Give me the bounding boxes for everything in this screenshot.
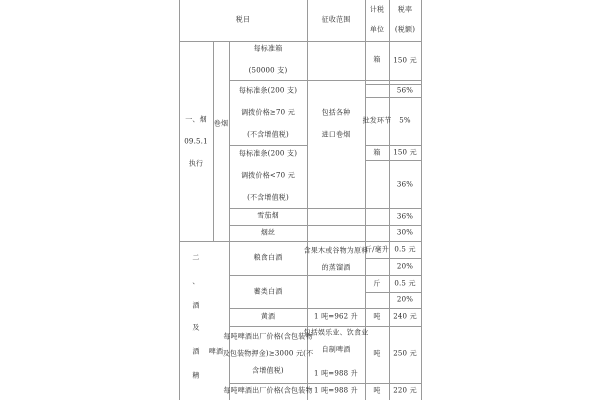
- table-cell: 薯类白酒: [253, 287, 283, 296]
- group-tobacco: 执行: [188, 159, 204, 168]
- table-cell: 粮食白酒: [253, 253, 283, 262]
- table-cell: 20%: [396, 262, 414, 271]
- table-cell: 烟丝: [260, 228, 276, 237]
- table-cell: 1 吨=988 升: [314, 386, 358, 395]
- header-item: 税目: [235, 15, 251, 24]
- row-divider: [365, 84, 422, 85]
- table-cell: 雪茄烟: [257, 211, 279, 220]
- row-divider: [365, 258, 422, 259]
- table-cell: 150 元: [393, 56, 417, 65]
- table-cell: (不含增值税): [247, 130, 289, 139]
- table-cell: (不含增值税): [247, 193, 289, 202]
- row-divider: [365, 292, 422, 293]
- group-liquor: 精: [192, 371, 200, 380]
- group-liquor: 酒: [192, 301, 200, 310]
- table-cell: 吨: [373, 312, 381, 321]
- table-cell: 0.5 元: [394, 245, 416, 254]
- group-liquor: 酒: [192, 347, 200, 356]
- table-cell: 0.5 元: [394, 279, 416, 288]
- table-cell: 1 吨=962 升: [314, 312, 358, 321]
- table-cell: 进口卷烟: [321, 130, 351, 139]
- subgroup-beer: 啤酒: [208, 347, 224, 356]
- group-tobacco: 09.5.1: [184, 137, 208, 146]
- table-cell: 150 元: [393, 148, 417, 157]
- table-cell: 包括娱乐业、饮食业: [303, 328, 369, 337]
- group-liquor: 及: [192, 323, 200, 332]
- row-divider: [229, 308, 422, 309]
- table-cell: (50000 支): [248, 66, 288, 75]
- row-divider: [229, 225, 422, 226]
- row-divider: [229, 326, 422, 327]
- row-divider: [229, 145, 307, 146]
- table-cell: 250 元: [393, 349, 417, 358]
- col-divider: [213, 41, 214, 241]
- subgroup-cigarette: 卷烟: [213, 119, 229, 128]
- row-divider: [229, 275, 422, 276]
- row-divider: [365, 160, 422, 161]
- table-cell: 斤/毫升: [364, 245, 390, 254]
- table-cell: 自制啤酒: [321, 345, 351, 354]
- row-divider: [229, 383, 422, 384]
- col-divider: [389, 0, 390, 400]
- table-cell: 包括各种: [321, 108, 351, 117]
- table-cell: 每标准条(200 支): [238, 149, 298, 158]
- col-divider: [229, 41, 230, 400]
- table-cell: 箱: [373, 148, 381, 157]
- table-cell: 每吨啤酒出厂价格(含包装物: [223, 386, 313, 395]
- row-divider: [179, 241, 422, 242]
- table-cell: 240 元: [393, 312, 417, 321]
- table-cell: 调拨价格<70 元: [241, 171, 295, 180]
- table-cell: 每标准条(200 支): [238, 86, 298, 95]
- table-cell: 每吨啤酒出厂价格(含包装物: [223, 332, 313, 341]
- group-liquor: 二: [192, 253, 200, 262]
- table-cell: 调拨价格≥70 元: [241, 108, 295, 117]
- header-scope: 征收范围: [321, 15, 351, 24]
- header-unit: 计税: [369, 5, 385, 14]
- row-divider: [365, 145, 422, 146]
- table-cell: 含增值税): [252, 366, 284, 375]
- table-cell: 220 元: [393, 386, 417, 395]
- table-cell: 36%: [396, 212, 414, 221]
- table-cell: 黄酒: [260, 312, 276, 321]
- row-divider: [179, 41, 422, 42]
- row-divider: [365, 97, 422, 98]
- table-cell: 斤: [373, 279, 381, 288]
- table-cell: 含果木或谷物为原料: [303, 246, 369, 255]
- group-tobacco: 一、烟: [185, 115, 207, 124]
- row-divider: [229, 208, 422, 209]
- table-cell: 吨: [373, 349, 381, 358]
- table-border-right: [421, 0, 422, 400]
- group-liquor: 、: [192, 277, 200, 286]
- table-cell: 每标准箱: [253, 44, 283, 53]
- header-rate: (税额): [394, 25, 416, 34]
- col-divider: [365, 0, 366, 400]
- table-cell: 1 吨=988 升: [314, 369, 358, 378]
- table-cell: 30%: [396, 228, 414, 237]
- header-unit: 单位: [369, 25, 385, 34]
- table-border-left: [179, 0, 180, 400]
- table-cell: 的蒸馏酒: [321, 263, 351, 272]
- row-divider: [229, 80, 422, 81]
- table-cell: 批发环节: [362, 116, 392, 125]
- table-cell: 箱: [373, 55, 381, 64]
- table-cell: 吨: [373, 386, 381, 395]
- table-cell: 20%: [396, 295, 414, 304]
- table-cell: 56%: [396, 86, 414, 95]
- table-cell: 及包装物押金)≥3000 元(不: [222, 349, 314, 358]
- header-rate: 税率: [397, 5, 413, 14]
- table-cell: 36%: [396, 180, 414, 189]
- table-cell: 5%: [399, 116, 411, 125]
